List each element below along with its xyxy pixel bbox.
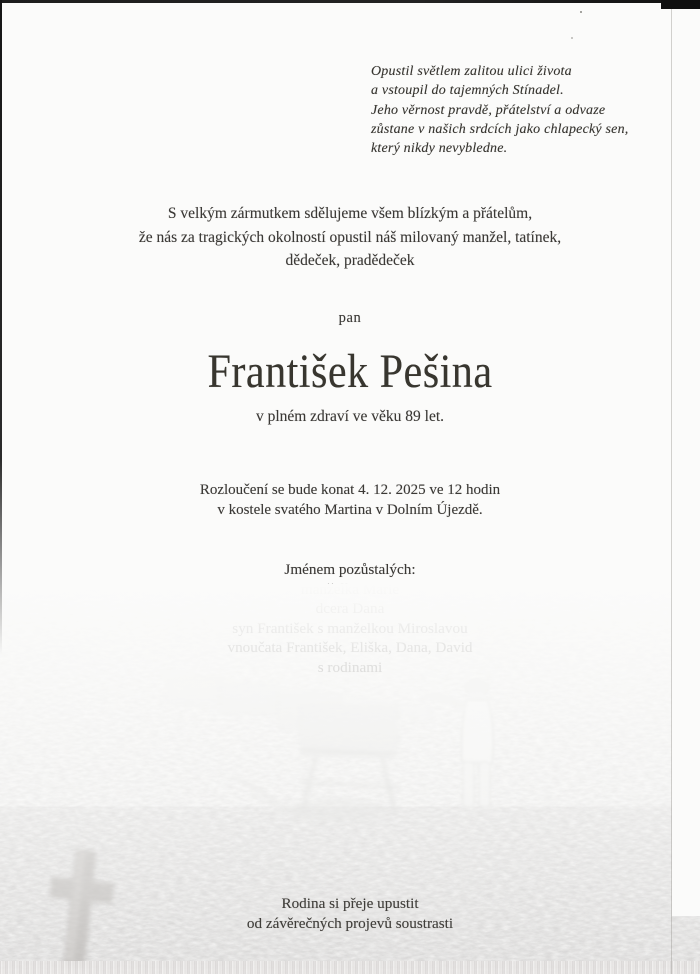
announcement-line: S velkým zármutkem sdělujeme všem blízkým a přátelům, (167, 205, 533, 222)
announcement-line: že nás za tragických okolností opustil náš milovaný manžel, tatínek, (138, 228, 562, 246)
announcement-text (0, 202, 700, 273)
deceased-name: František Pešina (207, 345, 493, 398)
ceremony-line: Rozloučení se bude konat 4. 12. 2025 ve 12 hodin (199, 482, 501, 498)
poem-line: Opustil světlem zalitou ulici života (371, 64, 572, 79)
age-line: v plném zdraví ve věku 89 let. (255, 408, 445, 425)
ceremony-line: v kostele svatého Martina v Dolním Újezdě. (217, 501, 483, 518)
scan-edge-corner (661, 0, 700, 9)
honorific: pan (338, 310, 362, 326)
closing-request (0, 894, 700, 934)
scan-streaks-bottom (0, 961, 700, 974)
memorial-poem (371, 62, 629, 158)
closing-line: od závěrečných projevů soustrasti (246, 915, 454, 932)
ceremony-info (0, 481, 700, 520)
scan-speck (571, 37, 573, 39)
deceased-name-block (0, 346, 700, 398)
poem-line: zůstane v našich srdcích jako chlapecký sen, (371, 121, 629, 137)
announcement-line: dědeček, pradědeček (285, 252, 415, 269)
scan-edge-right (671, 6, 672, 974)
scan-edge-left (0, 0, 2, 655)
closing-line: Rodina si přeje upustit (281, 895, 419, 912)
poem-line: a vstoupil do tajemných Stínadel. (371, 83, 564, 99)
scan-speck (580, 11, 582, 13)
poem-line: který nikdy nevybledne. (371, 141, 508, 157)
poem-line: Jeho věrnost pravdě, přátelství a odvaze (371, 102, 606, 118)
scan-edge-top (0, 0, 700, 3)
survivors-heading: Jménem pozůstalých: (284, 561, 416, 578)
